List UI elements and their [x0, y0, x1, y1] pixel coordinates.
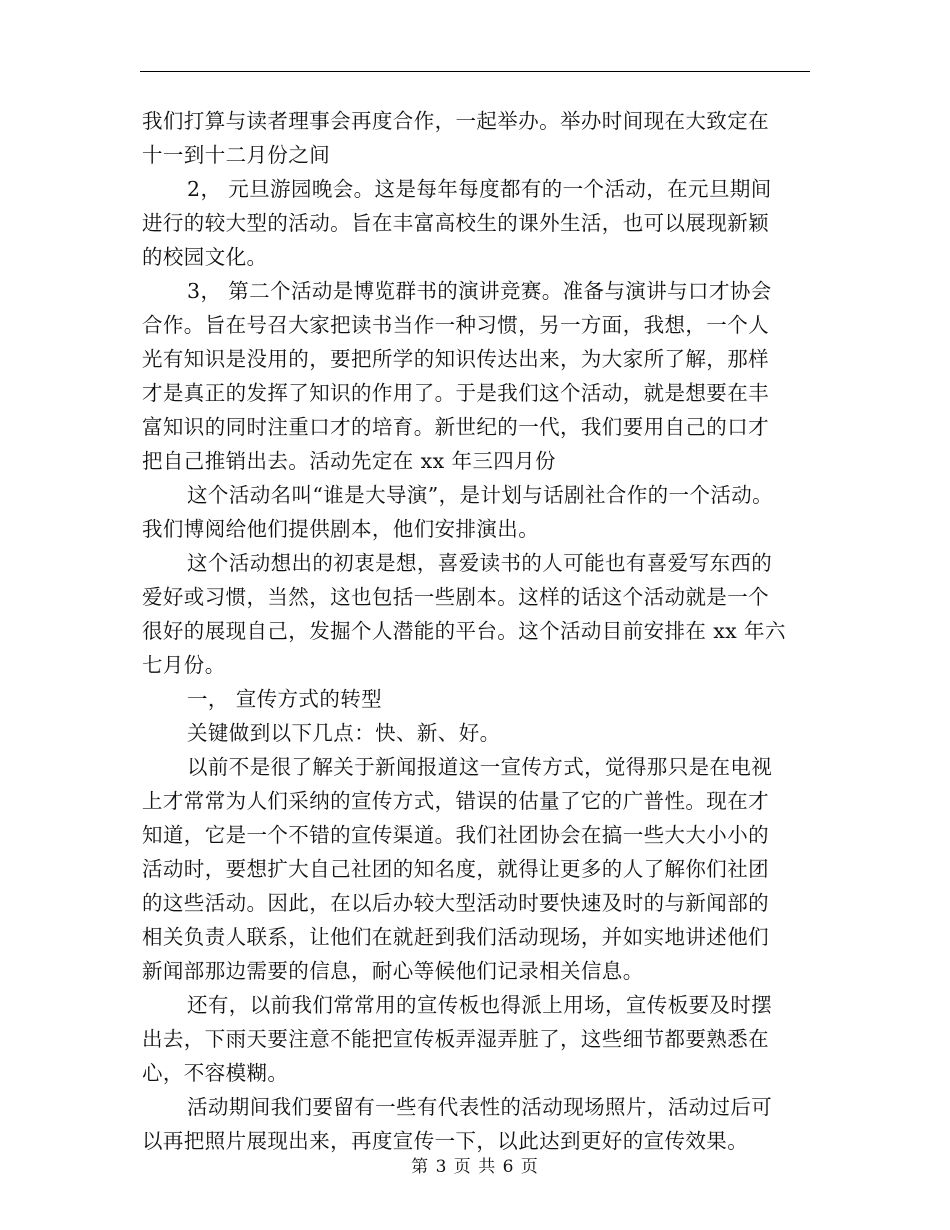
text-line: 七月份。: [142, 653, 226, 677]
text-line: 这个活动想出的初衷是想，喜爱读书的人可能也有喜爱写东西的: [187, 551, 773, 575]
text-line: 以前不是很了解关于新闻报道这一宣传方式，觉得那只是在电视: [187, 755, 773, 779]
text-line: 光有知识是没用的，要把所学的知识传达出来，为大家所了解，那样: [142, 347, 769, 371]
text-line: 的这些活动。因此，在以后办较大型活动时要快速及时的与新闻部的: [142, 891, 769, 915]
section-heading: 一， 宣传方式的转型: [187, 687, 383, 711]
page-number: 第 3 页 共 6 页: [411, 1157, 539, 1177]
header-rule: [140, 71, 810, 72]
text-line: 活动时，要想扩大自己社团的知名度，就得让更多的人了解你们社团: [142, 857, 769, 881]
text-line: 很好的展现自己，发掘个人潜能的平台。这个活动目前安排在 xx 年六: [142, 619, 786, 643]
text-line: 相关负责人联系，让他们在就赶到我们活动现场，并如实地讲述他们: [142, 925, 769, 949]
text-line: 关键做到以下几点：快、新、好。: [187, 721, 501, 745]
text-line: 2， 元旦游园晚会。这是每年每度都有的一个活动，在元旦期间: [187, 177, 772, 201]
text-line: 新闻部那边需要的信息，耐心等候他们记录相关信息。: [142, 959, 644, 983]
text-line: 爱好或习惯，当然，这也包括一些剧本。这样的话这个活动就是一个: [142, 585, 769, 609]
text-line: 十一到十二月份之间: [142, 143, 331, 167]
text-line: 富知识的同时注重口才的培育。新世纪的一代，我们要用自己的口才: [142, 415, 769, 439]
text-line: 以再把照片展现出来，再度宣传一下，以此达到更好的宣传效果。: [142, 1129, 749, 1153]
text-line: 这个活动名叫“谁是大导演”，是计划与话剧社合作的一个活动。: [187, 483, 774, 507]
text-line: 知道，它是一个不错的宣传渠道。我们社团协会在搞一些大大小小的: [142, 823, 769, 847]
text-line: 的校园文化。: [142, 245, 268, 269]
text-line: 合作。旨在号召大家把读书当作一种习惯，另一方面，我想，一个人: [142, 313, 769, 337]
text-line: 3， 第二个活动是博览群书的演讲竞赛。准备与演讲与口才协会: [187, 279, 772, 303]
text-line: 还有，以前我们常常用的宣传板也得派上用场，宣传板要及时摆: [187, 993, 773, 1017]
text-line: 进行的较大型的活动。旨在丰富高校生的课外生活，也可以展现新颖: [142, 211, 769, 235]
text-line: 上才常常为人们采纳的宣传方式，错误的估量了它的广普性。现在才: [142, 789, 769, 813]
text-line: 心，不容模糊。: [142, 1061, 289, 1085]
text-line: 出去，下雨天要注意不能把宣传板弄湿弄脏了，这些细节都要熟悉在: [142, 1027, 769, 1051]
text-line: 我们博阅给他们提供剧本，他们安排演出。: [142, 517, 540, 541]
document-body: [142, 104, 812, 1158]
text-line: 我们打算与读者理事会再度合作，一起举办。举办时间现在大致定在: [142, 109, 769, 133]
text-line: 才是真正的发挥了知识的作用了。于是我们这个活动，就是想要在丰: [142, 381, 769, 405]
text-line: 活动期间我们要留有一些有代表性的活动现场照片，活动过后可: [187, 1095, 773, 1119]
text-line: 把自己推销出去。活动先定在 xx 年三四月份: [142, 449, 556, 473]
